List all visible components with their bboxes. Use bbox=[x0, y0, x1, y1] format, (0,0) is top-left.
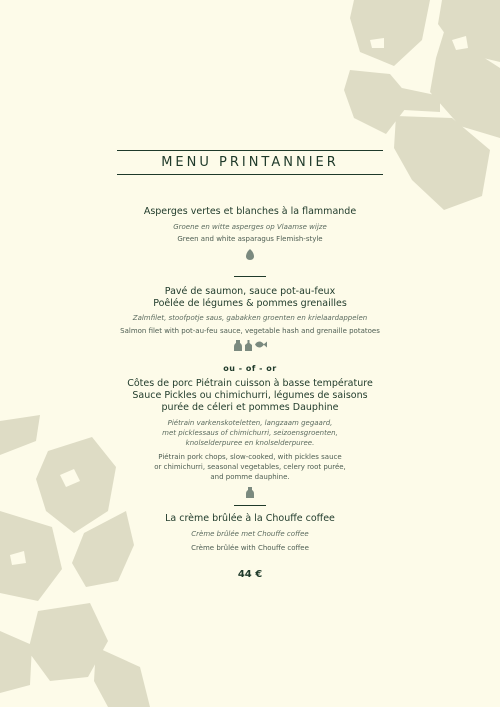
dish-description-en: Salmon filet with pot-au-feu sauce, vegetable hash and grenaille potatoes bbox=[120, 327, 380, 335]
allergen-icons bbox=[100, 249, 400, 260]
allergen-icons bbox=[100, 487, 400, 498]
dish-description-en: Green and white asparagus Flemish-style bbox=[177, 235, 323, 243]
dish-description-nl: Zalmfilet, stoofpotje saus, gabakken groenten en krielaardappelen bbox=[132, 314, 368, 322]
dish-name: Pavé de saumon, sauce pot-au-feux bbox=[164, 286, 336, 297]
price-block bbox=[100, 569, 400, 580]
dish-description-nl-line2: met picklessaus of chimichurri, seizoensgroenten, bbox=[162, 429, 338, 437]
dish-description-nl-line3: knolselderpuree en knolselderpuree. bbox=[185, 439, 315, 447]
dish-description-en: Piétrain pork chops, slow-cooked, with pickles sauce bbox=[158, 453, 342, 461]
menu-title: MENU PRINTANNIER bbox=[161, 155, 339, 170]
or-text: ou - of - or bbox=[223, 364, 277, 373]
or-divider bbox=[100, 364, 400, 373]
separator-line bbox=[234, 276, 266, 277]
dish-name-line2: Poêlée de légumes & pommes grenailles bbox=[153, 298, 347, 309]
flower-decoration-top-right bbox=[340, 0, 500, 210]
dish-name: Côtes de porc Piétrain cuisson à basse température bbox=[127, 378, 373, 389]
milk-icon bbox=[245, 340, 252, 351]
separator-line bbox=[234, 505, 266, 506]
dish-description-nl: Groene en witte asperges op Vlaamse wijze bbox=[173, 223, 327, 231]
dish-name-line2: Sauce Pickles ou chimichurri, légumes de saisons bbox=[132, 390, 368, 401]
menu-title-box bbox=[117, 150, 383, 175]
dish-name: La crème brûlée à la Chouffe coffee bbox=[165, 513, 335, 524]
allergen-icons bbox=[100, 340, 400, 351]
dish-description-en: Crème brûlée with Chouffe coffee bbox=[191, 544, 309, 552]
dish-name: Asperges vertes et blanches à la flammande bbox=[143, 206, 357, 217]
dish-name-line3: purée de céleri et pommes Dauphine bbox=[161, 402, 339, 413]
course-fish bbox=[100, 286, 400, 351]
course-dessert bbox=[100, 513, 400, 553]
celery-icon bbox=[246, 487, 254, 498]
menu-price: 44 € bbox=[237, 569, 263, 580]
celery-icon bbox=[234, 340, 242, 351]
dish-description-en-line2: or chimichurri, seasonal vegetables, celery root purée, bbox=[154, 463, 346, 471]
dish-description-nl: Crème brûlée met Chouffe coffee bbox=[191, 530, 309, 538]
egg-icon bbox=[246, 249, 254, 260]
dish-description-nl: Piétrain varkenskoteletten, langzaam gegaard, bbox=[167, 419, 333, 427]
fish-icon bbox=[255, 340, 267, 349]
dish-description-en-line3: and pomme dauphine. bbox=[210, 473, 290, 481]
course-pork bbox=[100, 378, 400, 498]
course-starter bbox=[100, 206, 400, 260]
